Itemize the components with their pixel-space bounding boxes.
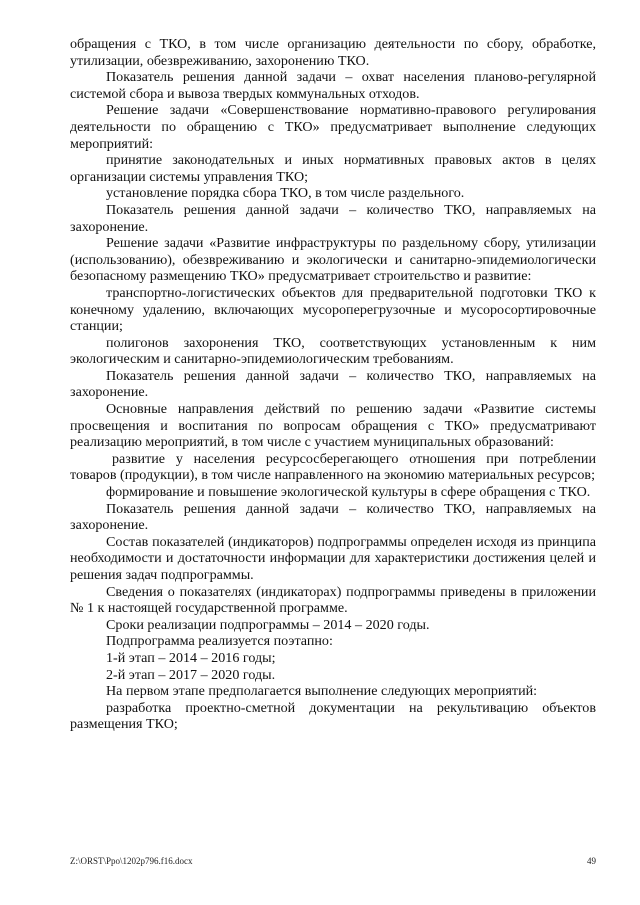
paragraph-2: Показатель решения данной задачи – охват населения планово-регулярной системой сбора и вывоза твердых коммунальных отходов. (70, 69, 596, 102)
paragraph-18: Подпрограмма реализуется поэтапно: (106, 633, 333, 650)
paragraph-14: Показатель решения данной задачи – количество ТКО, направляемых на захоронение. (70, 500, 596, 534)
paragraph-11: Основные направления действий по решению задачи «Развитие системы просвещения и воспитания по вопросам обращения с ТКО» предусматривают реализацию мероприятий, в том числе с участием муниципальных образований: (70, 401, 596, 451)
paragraph-10: Показатель решения данной задачи – количество ТКО, направляемых на захоронение. (70, 367, 596, 401)
document-body (70, 36, 596, 733)
paragraph-20: 2-й этап – 2017 – 2020 годы. (106, 666, 276, 683)
paragraph-21: На первом этапе предполагается выполнение следующих мероприятий: (106, 683, 538, 700)
paragraph-16: Сведения о показателях (индикаторах) подпрограммы приведены в приложении № 1 к настоящей государственной программе. (70, 583, 596, 617)
paragraph-1: обращения с ТКО, в том числе организацию деятельности по сбору, обработке, утилизации, обезвреживанию, захоронению ТКО. (70, 36, 596, 69)
page-footer (70, 856, 596, 870)
paragraph-7: Решение задачи «Развитие инфраструктуры по раздельному сбору, утилизации (использованию), обезвреживанию и экологически и санитарно-эпидемиологически безопасному размещению ТКО» предусматривает строительство и развитие: (70, 235, 596, 285)
paragraph-19: 1-й этап – 2014 – 2016 годы; (106, 649, 276, 666)
paragraph-6: Показатель решения данной задачи – количество ТКО, направляемых на захоронение. (70, 201, 596, 235)
page-number: 49 (587, 856, 596, 866)
paragraph-8: транспортно-логистических объектов для предварительной подготовки ТКО к конечному удалению, включающих мусороперегрузочные и мусоросортировочные станции; (70, 284, 596, 335)
paragraph-13: формирование и повышение экологической культуры в сфере обращения с ТКО. (106, 484, 591, 501)
paragraph-12: развитие у населения ресурсосберегающего отношения при потреблении товаров (продукции), в том числе направленного на экономию материальных ресурсов; (70, 450, 596, 484)
paragraph-15: Состав показателей (индикаторов) подпрограммы определен исходя из принципа необходимости и достаточности информации для характеристики достижения целей и решения задач подпрограммы. (70, 533, 596, 583)
paragraph-17: Сроки реализации подпрограммы – 2014 – 2020 годы. (106, 616, 430, 633)
paragraph-4: принятие законодательных и иных нормативных правовых актов в целях организации системы управления ТКО; (70, 152, 596, 185)
paragraph-9: полигонов захоронения ТКО, соответствующих установленным к ним экологическим и санитарно-эпидемиологическим требованиям. (70, 334, 596, 368)
file-path: Z:\ORST\Ppo\1202p796.f16.docx (70, 856, 193, 866)
paragraph-3: Решение задачи «Совершенствование нормативно-правового регулирования деятельности по обращению с ТКО» предусматривает выполнение следующих мероприятий: (70, 102, 596, 152)
paragraph-5: установление порядка сбора ТКО, в том числе раздельного. (106, 185, 465, 202)
paragraph-22: разработка проектно-сметной документации на рекультивацию объектов размещения ТКО; (70, 699, 596, 733)
